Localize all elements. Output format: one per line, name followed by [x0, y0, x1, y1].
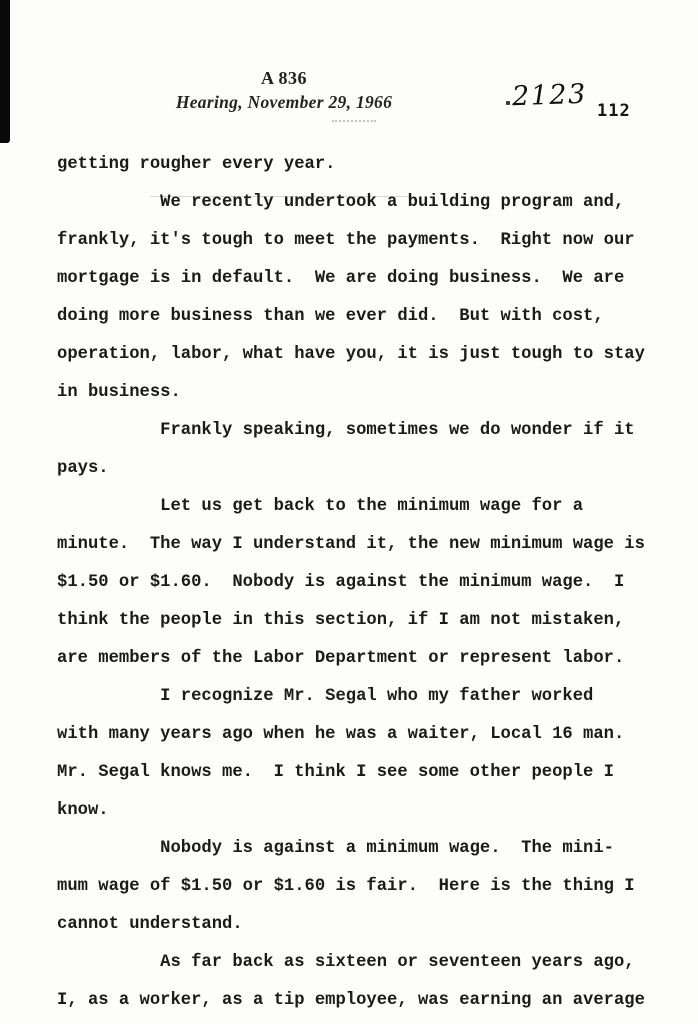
- text-line: Nobody is against a minimum wage. The mini-: [57, 839, 614, 858]
- text-line: We recently undertook a building program and,: [57, 193, 625, 212]
- text-line: As far back as sixteen or seventeen years ago,: [57, 953, 635, 972]
- text-line: pays.: [57, 459, 109, 478]
- text-line: Let us get back to the minimum wage for a: [57, 497, 584, 516]
- exhibit-number: A 836: [260, 68, 307, 88]
- document-body: [57, 146, 645, 1020]
- text-line: with many years ago when he was a waiter, Local 16 man.: [57, 725, 625, 744]
- text-line: minute. The way I understand it, the new minimum wage is: [57, 535, 645, 554]
- text-line: know.: [57, 801, 109, 820]
- text-line: in business.: [57, 383, 181, 402]
- text-line: operation, labor, what have you, it is just tough to stay: [57, 345, 645, 364]
- text-line: Frankly speaking, sometimes we do wonder if it: [57, 421, 635, 440]
- text-line: cannot understand.: [57, 915, 243, 934]
- smudge-artifact: [332, 118, 376, 122]
- stamp-dot-artifact: [506, 101, 510, 105]
- text-line: Mr. Segal knows me. I think I see some other people I: [57, 763, 614, 782]
- stamp-number: 2123: [511, 78, 588, 113]
- text-line: I recognize Mr. Segal who my father worked: [57, 687, 594, 706]
- text-line: doing more business than we ever did. But with cost,: [57, 307, 604, 326]
- text-line: I, as a worker, as a tip employee, was earning an average: [57, 991, 645, 1010]
- text-line: are members of the Labor Department or represent labor.: [57, 649, 625, 668]
- text-line: mortgage is in default. We are doing business. We are: [57, 269, 625, 288]
- hearing-title: Hearing, November 29, 1966: [175, 92, 393, 112]
- text-line: think the people in this section, if I am not mistaken,: [57, 611, 625, 630]
- text-line: $1.50 or $1.60. Nobody is against the minimum wage. I: [57, 573, 625, 592]
- page-number: 112: [597, 101, 631, 121]
- text-line: mum wage of $1.50 or $1.60 is fair. Here is the thing I: [57, 877, 635, 896]
- text-line: frankly, it's tough to meet the payments. Right now our: [57, 231, 635, 250]
- text-line: getting rougher every year.: [57, 155, 336, 174]
